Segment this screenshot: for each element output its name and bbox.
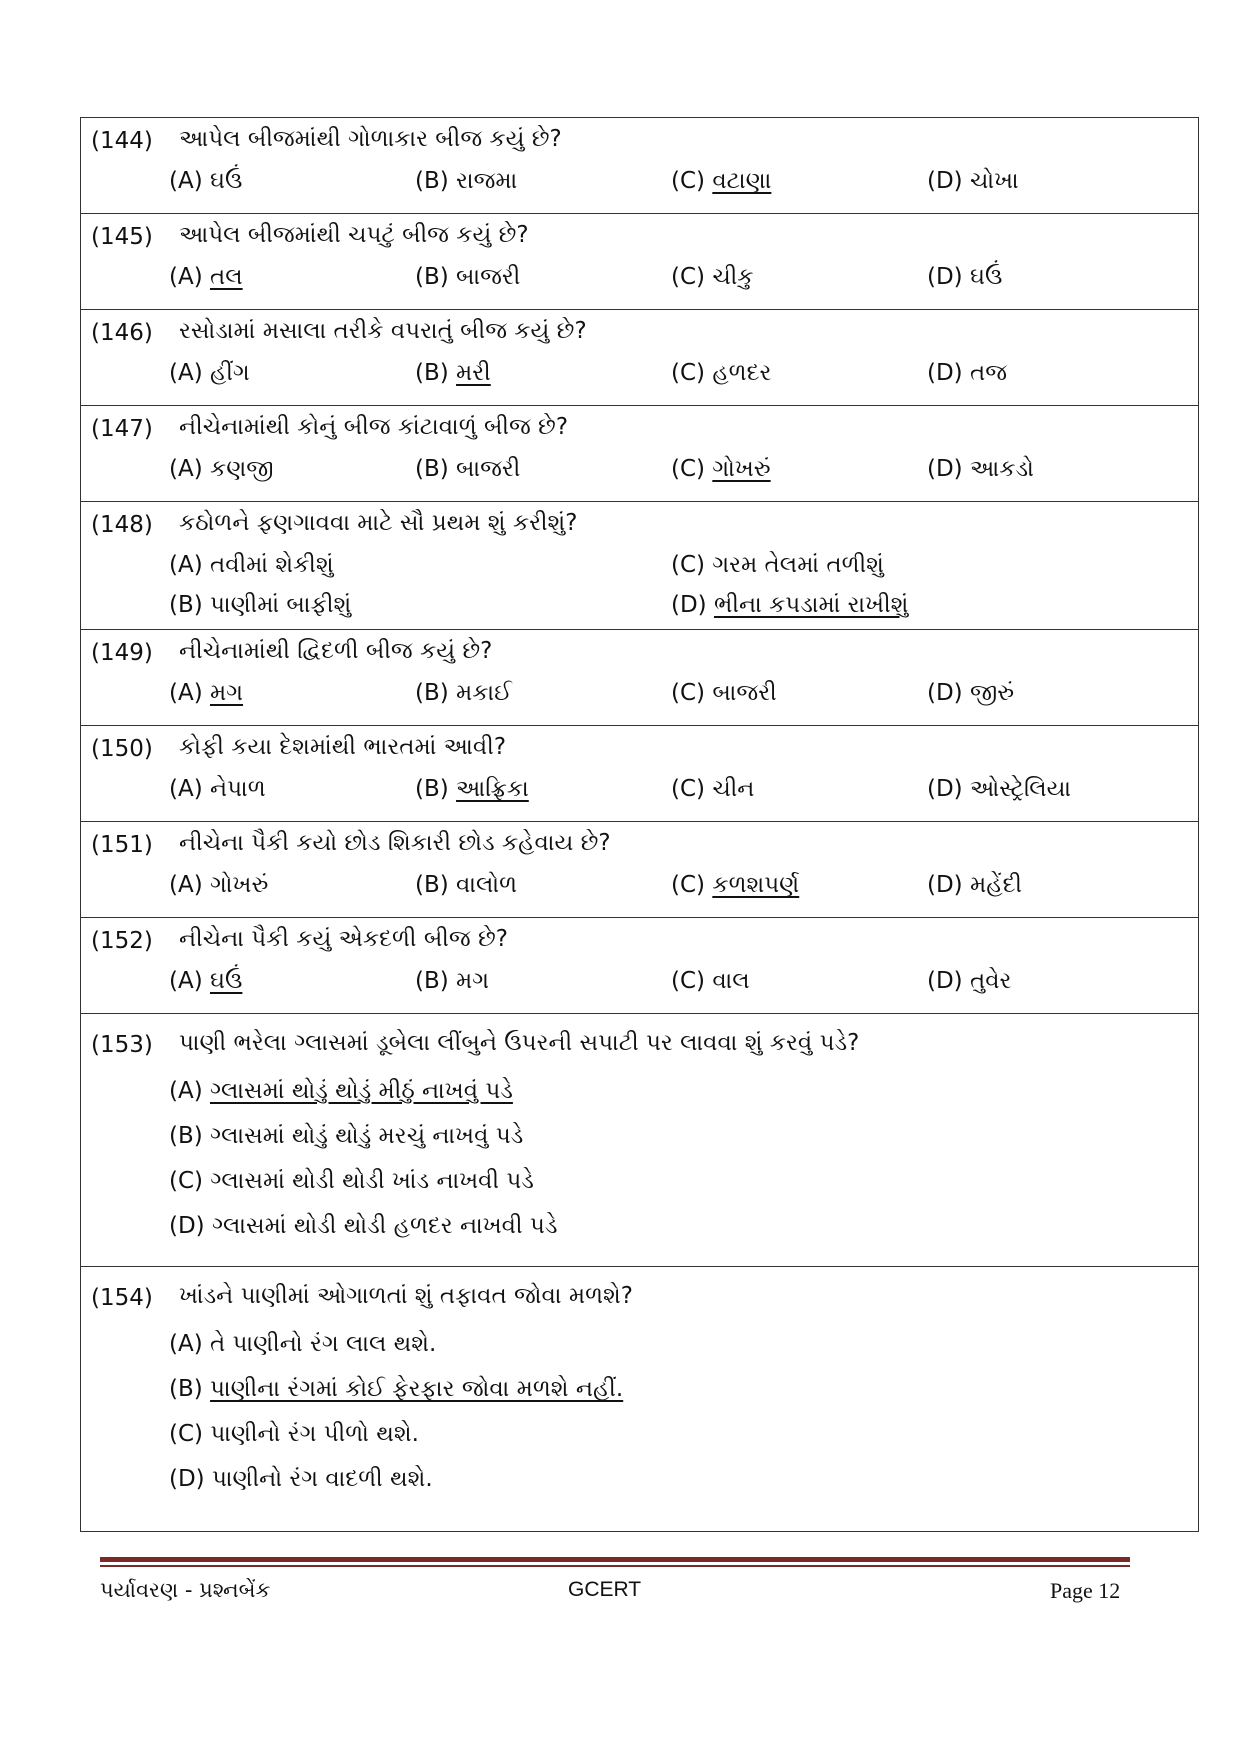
options-row	[81, 1076, 1198, 1121]
question-number: (153)	[91, 1032, 153, 1058]
question-number: (149)	[91, 640, 153, 666]
option-text: ઘઉં	[969, 264, 1003, 290]
option-a	[169, 264, 243, 290]
option-a	[169, 680, 243, 706]
option-d	[927, 456, 1034, 482]
options-row	[81, 1329, 1198, 1374]
option-text: પાણીમાં બાફીશું	[210, 592, 352, 618]
options-row	[81, 262, 1198, 306]
question-number: (145)	[91, 224, 153, 250]
option-text: તવીમાં શેકીશું	[210, 552, 334, 578]
option-a	[169, 1331, 436, 1357]
options-row	[81, 166, 1198, 210]
option-text: તે પાણીનો રંગ લાલ થશે.	[210, 1331, 437, 1357]
option-text: હીંગ	[210, 360, 250, 386]
option-b	[415, 360, 491, 386]
option-label: (A)	[169, 456, 203, 482]
option-label: (B)	[415, 456, 449, 482]
option-b	[169, 1376, 623, 1402]
question-number: (147)	[91, 416, 153, 442]
options-row	[81, 1211, 1198, 1256]
option-d	[927, 680, 1014, 706]
option-label: (A)	[169, 552, 203, 578]
option-label: (D)	[169, 1213, 205, 1239]
option-text-correct: મગ	[210, 680, 244, 706]
option-text: રાજમા	[456, 168, 518, 194]
option-c	[671, 968, 750, 994]
options-row	[81, 870, 1198, 914]
option-b	[415, 680, 512, 706]
option-label: (A)	[169, 968, 203, 994]
option-text: વાલોળ	[456, 872, 518, 898]
option-b	[415, 456, 520, 482]
option-text: બાજરી	[712, 680, 777, 706]
question-text: નીચેનામાંથી કોનું બીજ કાંટાવાળું બીજ છે?	[179, 414, 569, 440]
option-text-correct: મરી	[456, 360, 491, 386]
option-text: ઘઉં	[210, 168, 243, 194]
option-text: હળદર	[712, 360, 772, 386]
option-a	[169, 360, 250, 386]
question-text: નીચેનામાંથી દ્વિદળી બીજ કયું છે?	[179, 638, 493, 664]
options-row	[81, 358, 1198, 402]
option-label: (A)	[169, 1331, 203, 1357]
option-label: (D)	[927, 168, 963, 194]
option-a	[169, 776, 266, 802]
options-row	[81, 966, 1198, 1010]
question-text: રસોડામાં મસાલા તરીકે વપરાતું બીજ કયું છે?	[179, 318, 587, 344]
question-number: (152)	[91, 928, 153, 954]
options-row	[81, 550, 1198, 590]
question-block	[81, 918, 1198, 1014]
option-label: (B)	[415, 872, 449, 898]
option-c	[671, 360, 771, 386]
option-d	[927, 776, 1071, 802]
option-label: (D)	[927, 456, 963, 482]
options-row	[81, 1464, 1198, 1509]
option-text-correct: પાણીના રંગમાં કોઈ ફેરફાર જોવા મળશે નહીં.	[210, 1376, 624, 1402]
option-text: તુવેર	[969, 968, 1012, 994]
question-block	[81, 118, 1198, 214]
question-block	[81, 502, 1198, 630]
footer-page-number: Page 12	[1050, 1578, 1121, 1603]
option-d	[927, 168, 1019, 194]
option-text: મહેંદી	[969, 872, 1023, 898]
option-b	[169, 1123, 523, 1149]
option-a	[169, 872, 268, 898]
option-label: (D)	[927, 776, 963, 802]
option-c	[671, 680, 777, 706]
option-b	[415, 872, 517, 898]
option-text: ચીકુ	[712, 264, 754, 290]
option-b	[415, 168, 517, 194]
option-label: (B)	[169, 1123, 203, 1149]
option-label: (D)	[927, 872, 963, 898]
option-b	[415, 968, 489, 994]
option-label: (C)	[671, 360, 706, 386]
option-a	[169, 168, 242, 194]
option-label: (B)	[415, 168, 449, 194]
options-row	[81, 1121, 1198, 1166]
options-row	[81, 678, 1198, 722]
option-label: (D)	[927, 968, 963, 994]
question-text: કઠોળને ફણગાવવા માટે સૌ પ્રથમ શું કરીશું?	[179, 510, 578, 536]
option-d	[169, 1466, 433, 1492]
option-text: જીરું	[969, 680, 1015, 706]
question-block	[81, 214, 1198, 310]
option-label: (A)	[169, 776, 203, 802]
option-c	[671, 264, 754, 290]
option-text: કણજી	[210, 456, 274, 482]
option-d	[927, 264, 1002, 290]
option-label: (A)	[169, 168, 203, 194]
question-text: આપેલ બીજમાંથી ગોળાકાર બીજ કયું છે?	[179, 126, 562, 152]
footer-rule-thin	[100, 1565, 1130, 1567]
option-c	[671, 168, 771, 194]
question-block	[81, 822, 1198, 918]
options-row	[81, 1166, 1198, 1211]
option-text: બાજરી	[456, 456, 521, 482]
option-label: (B)	[415, 776, 449, 802]
option-text: આકડો	[969, 456, 1034, 482]
option-text: ગ્લાસમાં થોડું થોડું મરચું નાખવું પડે	[210, 1123, 524, 1149]
question-block	[81, 1267, 1198, 1531]
option-d	[927, 968, 1011, 994]
question-number: (148)	[91, 512, 153, 538]
option-text: તજ	[969, 360, 1007, 386]
option-b	[415, 264, 520, 290]
option-c	[671, 872, 799, 898]
option-text: મગ	[456, 968, 490, 994]
option-d	[169, 1213, 557, 1239]
option-label: (B)	[415, 264, 449, 290]
question-number: (154)	[91, 1285, 153, 1311]
option-label: (C)	[671, 872, 706, 898]
option-text-correct: ગોખરું	[712, 456, 771, 482]
option-label: (C)	[169, 1421, 204, 1447]
option-text: બાજરી	[456, 264, 521, 290]
option-text: પાણીનો રંગ પીળો થશે.	[210, 1421, 419, 1447]
option-label: (A)	[169, 1078, 203, 1104]
option-b	[415, 776, 529, 802]
options-row	[81, 454, 1198, 498]
option-d	[927, 872, 1022, 898]
question-number: (146)	[91, 320, 153, 346]
question-number: (150)	[91, 736, 153, 762]
option-label: (D)	[927, 360, 963, 386]
footer-subject: પર્યાવરણ - પ્રશ્નબેંક	[100, 1578, 271, 1602]
question-number: (151)	[91, 832, 153, 858]
option-text-correct: તલ	[210, 264, 243, 290]
option-c	[169, 1421, 419, 1447]
option-text-correct: ભીના કપડામાં રાખીશું	[713, 592, 909, 618]
option-text: પાણીનો રંગ વાદળી થશે.	[211, 1466, 433, 1492]
option-label: (C)	[671, 680, 706, 706]
option-label: (D)	[927, 680, 963, 706]
option-a	[169, 456, 274, 482]
option-a	[169, 1078, 513, 1104]
option-label: (B)	[415, 360, 449, 386]
option-label: (D)	[169, 1466, 205, 1492]
options-row	[81, 590, 1198, 630]
option-c	[671, 776, 754, 802]
option-c	[169, 1168, 534, 1194]
question-table	[80, 117, 1199, 1532]
option-text: મકાઈ	[456, 680, 512, 706]
option-label: (A)	[169, 680, 203, 706]
option-a	[169, 968, 242, 994]
question-text: નીચેના પૈકી કયું એકદળી બીજ છે?	[179, 926, 508, 952]
option-label: (B)	[415, 968, 449, 994]
option-a	[169, 552, 334, 578]
option-label: (C)	[671, 968, 706, 994]
question-text: ખાંડને પાણીમાં ઓગાળતાં શું તફાવત જોવા મળશે?	[179, 1283, 633, 1309]
option-text-correct: ગ્લાસમાં થોડું થોડું મીઠું નાખવું પડે	[210, 1078, 513, 1104]
option-d	[671, 592, 908, 618]
question-text: આપેલ બીજમાંથી ચપટું બીજ કયું છે?	[179, 222, 529, 248]
option-text: નેપાળ	[210, 776, 266, 802]
option-text: ગ્લાસમાં થોડી થોડી હળદર નાખવી પડે	[211, 1213, 558, 1239]
option-label: (C)	[671, 552, 706, 578]
option-text: ચોખા	[969, 168, 1019, 194]
option-label: (A)	[169, 872, 203, 898]
option-label: (A)	[169, 360, 203, 386]
question-block	[81, 310, 1198, 406]
footer-rule	[100, 1557, 1130, 1562]
option-text: ઓસ્ટ્રેલિયા	[969, 776, 1072, 802]
question-block	[81, 726, 1198, 822]
question-text: નીચેના પૈકી કયો છોડ શિકારી છોડ કહેવાય છે?	[179, 830, 611, 856]
option-text-correct: ઘઉં	[210, 968, 243, 994]
option-label: (D)	[927, 264, 963, 290]
question-text: પાણી ભરેલા ગ્લાસમાં ડૂબેલા લીંબુને ઉપરની સપાટી પર લાવવા શું કરવું પડે?	[179, 1030, 860, 1056]
question-block	[81, 630, 1198, 726]
option-text-correct: આફ્રિકા	[456, 776, 529, 802]
option-c	[671, 456, 771, 482]
option-text-correct: કળશપર્ણ	[712, 872, 800, 898]
option-label: (B)	[415, 680, 449, 706]
options-row	[81, 1374, 1198, 1419]
options-row	[81, 774, 1198, 818]
option-text-correct: વટાણા	[712, 168, 772, 194]
option-b	[169, 592, 351, 618]
option-label: (B)	[169, 592, 203, 618]
option-label: (B)	[169, 1376, 203, 1402]
option-label: (A)	[169, 264, 203, 290]
option-text: ચીન	[712, 776, 755, 802]
question-block	[81, 1014, 1198, 1267]
question-block	[81, 406, 1198, 502]
option-label: (C)	[671, 168, 706, 194]
option-label: (C)	[671, 776, 706, 802]
option-text: ગરમ તેલમાં તળીશું	[712, 552, 884, 578]
question-text: કોફી કયા દેશમાંથી ભારતમાં આવી?	[179, 734, 507, 760]
option-text: વાલ	[712, 968, 750, 994]
option-c	[671, 552, 884, 578]
option-d	[927, 360, 1007, 386]
footer-publisher: GCERT	[568, 1578, 642, 1601]
option-text: ગોખરું	[210, 872, 269, 898]
option-label: (C)	[169, 1168, 204, 1194]
option-label: (C)	[671, 264, 706, 290]
option-label: (C)	[671, 456, 706, 482]
options-row	[81, 1419, 1198, 1464]
question-number: (144)	[91, 128, 153, 154]
option-label: (D)	[671, 592, 707, 618]
option-text: ગ્લાસમાં થોડી થોડી ખાંડ નાખવી પડે	[210, 1168, 534, 1194]
